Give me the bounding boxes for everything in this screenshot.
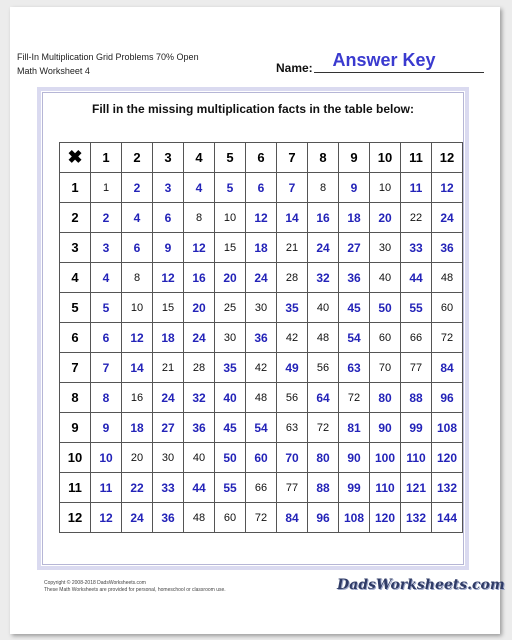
- answer-cell: 45: [215, 413, 246, 443]
- answer-cell: 12: [246, 203, 277, 233]
- row-header: 8: [60, 383, 91, 413]
- answer-cell: 110: [401, 443, 432, 473]
- column-header: 8: [308, 143, 339, 173]
- answer-cell: 5: [215, 173, 246, 203]
- answer-cell: 7: [91, 353, 122, 383]
- column-header: 4: [184, 143, 215, 173]
- answer-cell: 6: [246, 173, 277, 203]
- answer-cell: 99: [339, 473, 370, 503]
- answer-cell: 36: [184, 413, 215, 443]
- row-header: 6: [60, 323, 91, 353]
- answer-cell: 36: [339, 263, 370, 293]
- answer-cell: 40: [215, 383, 246, 413]
- given-cell: 40: [184, 443, 215, 473]
- grid-row: [60, 233, 463, 263]
- answer-cell: 9: [339, 173, 370, 203]
- answer-cell: 84: [277, 503, 308, 533]
- answer-cell: 70: [277, 443, 308, 473]
- answer-cell: 24: [122, 503, 153, 533]
- answer-key-label: Answer Key: [332, 50, 436, 70]
- given-cell: 28: [184, 353, 215, 383]
- column-header: 12: [432, 143, 463, 173]
- worksheet-title: [17, 50, 217, 78]
- answer-cell: 50: [215, 443, 246, 473]
- given-cell: 30: [153, 443, 184, 473]
- answer-cell: 24: [153, 383, 184, 413]
- footer-text: [44, 580, 226, 594]
- answer-cell: 11: [91, 473, 122, 503]
- given-cell: 48: [246, 383, 277, 413]
- answer-cell: 84: [432, 353, 463, 383]
- answer-cell: 16: [184, 263, 215, 293]
- row-header: 12: [60, 503, 91, 533]
- answer-cell: 132: [401, 503, 432, 533]
- multiply-icon: ✖: [60, 143, 91, 173]
- answer-cell: 24: [184, 323, 215, 353]
- title-line-1: Fill-In Multiplication Grid Problems 70% Open: [17, 52, 199, 62]
- answer-cell: 33: [153, 473, 184, 503]
- given-cell: 72: [308, 413, 339, 443]
- grid-row: [60, 443, 463, 473]
- answer-cell: 44: [401, 263, 432, 293]
- column-header: 10: [370, 143, 401, 173]
- given-cell: 25: [215, 293, 246, 323]
- answer-cell: 5: [91, 293, 122, 323]
- answer-cell: 2: [122, 173, 153, 203]
- given-cell: 1: [91, 173, 122, 203]
- answer-cell: 45: [339, 293, 370, 323]
- answer-cell: 2: [91, 203, 122, 233]
- answer-cell: 32: [184, 383, 215, 413]
- answer-cell: 32: [308, 263, 339, 293]
- row-header: 7: [60, 353, 91, 383]
- column-header: 7: [277, 143, 308, 173]
- answer-cell: 20: [184, 293, 215, 323]
- answer-cell: 50: [370, 293, 401, 323]
- answer-cell: 18: [153, 323, 184, 353]
- answer-cell: 54: [246, 413, 277, 443]
- copyright-text: Copyright © 2008-2018 DadsWorksheets.com: [44, 580, 146, 586]
- grid-row: [60, 293, 463, 323]
- given-cell: 70: [370, 353, 401, 383]
- given-cell: 10: [122, 293, 153, 323]
- answer-cell: 120: [432, 443, 463, 473]
- answer-cell: 16: [308, 203, 339, 233]
- answer-cell: 33: [401, 233, 432, 263]
- answer-cell: 88: [401, 383, 432, 413]
- given-cell: 42: [246, 353, 277, 383]
- given-cell: 72: [339, 383, 370, 413]
- answer-cell: 36: [153, 503, 184, 533]
- answer-cell: 12: [184, 233, 215, 263]
- given-cell: 8: [122, 263, 153, 293]
- answer-cell: 36: [246, 323, 277, 353]
- answer-cell: 9: [153, 233, 184, 263]
- usage-note: These Math Worksheets are provided for personal, homeschool or classroom use.: [44, 587, 226, 593]
- given-cell: 30: [215, 323, 246, 353]
- answer-cell: 100: [370, 443, 401, 473]
- answer-cell: 10: [91, 443, 122, 473]
- answer-cell: 14: [122, 353, 153, 383]
- answer-cell: 20: [370, 203, 401, 233]
- given-cell: 63: [277, 413, 308, 443]
- grid-row: [60, 203, 463, 233]
- given-cell: 8: [308, 173, 339, 203]
- answer-cell: 120: [370, 503, 401, 533]
- name-line: [314, 72, 484, 73]
- grid-row: [60, 503, 463, 533]
- column-header: 9: [339, 143, 370, 173]
- given-cell: 21: [153, 353, 184, 383]
- answer-cell: 81: [339, 413, 370, 443]
- given-cell: 77: [401, 353, 432, 383]
- given-cell: 21: [277, 233, 308, 263]
- answer-cell: 4: [122, 203, 153, 233]
- answer-cell: 4: [184, 173, 215, 203]
- given-cell: 30: [246, 293, 277, 323]
- answer-cell: 14: [277, 203, 308, 233]
- grid-row: [60, 353, 463, 383]
- row-header: 4: [60, 263, 91, 293]
- answer-cell: 35: [215, 353, 246, 383]
- answer-cell: 12: [432, 173, 463, 203]
- given-cell: 60: [370, 323, 401, 353]
- given-cell: 48: [432, 263, 463, 293]
- answer-cell: 54: [339, 323, 370, 353]
- grid-row: [60, 473, 463, 503]
- given-cell: 16: [122, 383, 153, 413]
- given-cell: 60: [432, 293, 463, 323]
- answer-cell: 24: [432, 203, 463, 233]
- given-cell: 10: [215, 203, 246, 233]
- given-cell: 42: [277, 323, 308, 353]
- answer-cell: 12: [153, 263, 184, 293]
- grid-row: [60, 323, 463, 353]
- given-cell: 30: [370, 233, 401, 263]
- answer-cell: 3: [91, 233, 122, 263]
- answer-cell: 121: [401, 473, 432, 503]
- answer-cell: 55: [215, 473, 246, 503]
- answer-cell: 12: [122, 323, 153, 353]
- answer-cell: 11: [401, 173, 432, 203]
- answer-cell: 96: [432, 383, 463, 413]
- column-header: 5: [215, 143, 246, 173]
- answer-cell: 63: [339, 353, 370, 383]
- answer-cell: 6: [153, 203, 184, 233]
- given-cell: 56: [308, 353, 339, 383]
- answer-cell: 20: [215, 263, 246, 293]
- given-cell: 40: [308, 293, 339, 323]
- answer-cell: 24: [246, 263, 277, 293]
- given-cell: 60: [215, 503, 246, 533]
- answer-cell: 18: [122, 413, 153, 443]
- answer-cell: 3: [153, 173, 184, 203]
- given-cell: 28: [277, 263, 308, 293]
- given-cell: 20: [122, 443, 153, 473]
- given-cell: 15: [215, 233, 246, 263]
- answer-cell: 36: [432, 233, 463, 263]
- answer-cell: 64: [308, 383, 339, 413]
- answer-cell: 27: [339, 233, 370, 263]
- given-cell: 48: [184, 503, 215, 533]
- answer-cell: 6: [122, 233, 153, 263]
- given-cell: 22: [401, 203, 432, 233]
- answer-cell: 27: [153, 413, 184, 443]
- answer-cell: 96: [308, 503, 339, 533]
- grid-header-row: [60, 143, 463, 173]
- given-cell: 66: [401, 323, 432, 353]
- grid-row: [60, 413, 463, 443]
- answer-cell: 7: [277, 173, 308, 203]
- answer-cell: 12: [91, 503, 122, 533]
- given-cell: 56: [277, 383, 308, 413]
- given-cell: 72: [246, 503, 277, 533]
- grid-row: [60, 263, 463, 293]
- answer-cell: 132: [432, 473, 463, 503]
- column-header: 3: [153, 143, 184, 173]
- answer-cell: 55: [401, 293, 432, 323]
- row-header: 10: [60, 443, 91, 473]
- row-header: 9: [60, 413, 91, 443]
- column-header: 11: [401, 143, 432, 173]
- grid-row: [60, 383, 463, 413]
- given-cell: 8: [184, 203, 215, 233]
- multiplication-grid: [59, 142, 463, 533]
- title-line-2: Math Worksheet 4: [17, 66, 90, 76]
- answer-cell: 35: [277, 293, 308, 323]
- answer-cell: 18: [339, 203, 370, 233]
- answer-cell: 90: [339, 443, 370, 473]
- given-cell: 48: [308, 323, 339, 353]
- row-header: 3: [60, 233, 91, 263]
- answer-cell: 80: [308, 443, 339, 473]
- answer-cell: 90: [370, 413, 401, 443]
- row-header: 1: [60, 173, 91, 203]
- answer-cell: 60: [246, 443, 277, 473]
- given-cell: 72: [432, 323, 463, 353]
- answer-cell: 4: [91, 263, 122, 293]
- answer-cell: 18: [246, 233, 277, 263]
- answer-cell: 80: [370, 383, 401, 413]
- row-header: 2: [60, 203, 91, 233]
- answer-cell: 144: [432, 503, 463, 533]
- answer-cell: 24: [308, 233, 339, 263]
- answer-cell: 44: [184, 473, 215, 503]
- instructions: Fill in the missing multiplication facts in the table below:: [91, 102, 415, 116]
- site-logo: DadsWorksheets.com: [337, 577, 505, 593]
- column-header: 2: [122, 143, 153, 173]
- given-cell: 40: [370, 263, 401, 293]
- answer-cell: 108: [432, 413, 463, 443]
- row-header: 11: [60, 473, 91, 503]
- column-header: 6: [246, 143, 277, 173]
- answer-cell: 110: [370, 473, 401, 503]
- answer-cell: 22: [122, 473, 153, 503]
- row-header: 5: [60, 293, 91, 323]
- answer-cell: 88: [308, 473, 339, 503]
- answer-cell: 99: [401, 413, 432, 443]
- given-cell: 66: [246, 473, 277, 503]
- answer-cell: 49: [277, 353, 308, 383]
- given-cell: 15: [153, 293, 184, 323]
- given-cell: 77: [277, 473, 308, 503]
- name-label: Name:: [276, 61, 313, 75]
- given-cell: 10: [370, 173, 401, 203]
- answer-cell: 6: [91, 323, 122, 353]
- answer-cell: 108: [339, 503, 370, 533]
- column-header: 1: [91, 143, 122, 173]
- answer-cell: 9: [91, 413, 122, 443]
- answer-cell: 8: [91, 383, 122, 413]
- grid-row: [60, 173, 463, 203]
